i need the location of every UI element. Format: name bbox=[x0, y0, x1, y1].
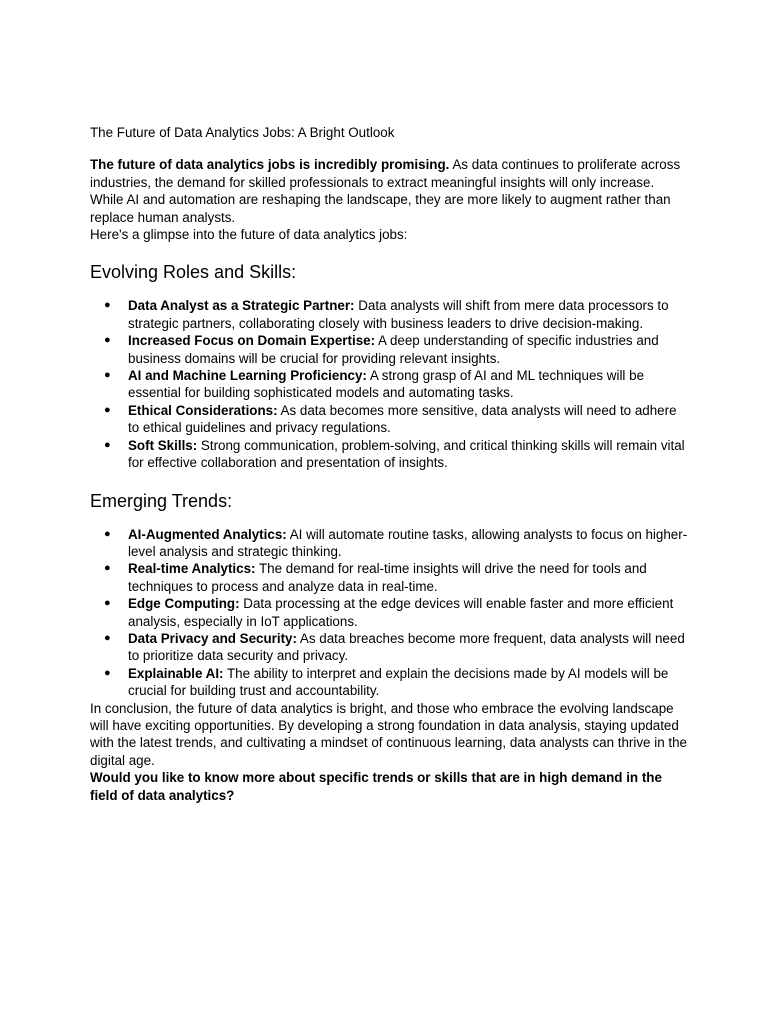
bullet-icon: ● bbox=[104, 597, 111, 610]
list-item bbox=[90, 595, 690, 630]
list-item-text: The demand for real-time insights will drive the need for tools and techniques to process and analyze data in real-time. bbox=[128, 561, 647, 594]
bullet-icon: ● bbox=[104, 438, 111, 451]
bullet-icon: ● bbox=[104, 562, 111, 575]
conclusion-paragraph: In conclusion, the future of data analytics is bright, and those who embrace the evolving landscape will have exciting opportunities. By developing a strong foundation in data analysis, staying updated with the latest trends, and cultivating a mindset of continuous learning, data analysts can thrive in the digital age. bbox=[90, 700, 687, 768]
list-item-text: A deep understanding of specific industries and business domains will be crucial for providing relevant insights. bbox=[128, 333, 659, 366]
list-item bbox=[90, 297, 690, 332]
list-item bbox=[90, 332, 690, 367]
list-item-term: AI-Augmented Analytics: bbox=[128, 526, 287, 542]
list-item-term: Data Analyst as a Strategic Partner: bbox=[128, 298, 355, 314]
list-item-text: AI will automate routine tasks, allowing analysts to focus on higher-level analysis and strategic thinking. bbox=[128, 526, 688, 559]
list-item-text: The ability to interpret and explain the decisions made by AI models will be crucial for building trust and accountability. bbox=[128, 665, 669, 699]
bullet-icon: ● bbox=[104, 403, 111, 416]
list-item-term: Edge Computing: bbox=[128, 596, 240, 612]
glimpse-line: Here's a glimpse into the future of data analytics jobs: bbox=[90, 227, 408, 243]
intro-bold-lead: The future of data analytics jobs is incredibly promising. bbox=[90, 157, 450, 173]
list-item-term: AI and Machine Learning Proficiency: bbox=[128, 368, 367, 384]
list-item bbox=[90, 437, 690, 472]
section-heading-emerging-trends: Emerging Trends: bbox=[90, 490, 233, 511]
intro-paragraph bbox=[90, 156, 690, 226]
list-item bbox=[90, 402, 690, 437]
list-item-term: Real-time Analytics: bbox=[128, 561, 256, 577]
bullet-icon: ● bbox=[104, 369, 111, 382]
list-item-term: Explainable AI: bbox=[128, 665, 224, 681]
document-page bbox=[90, 124, 690, 804]
list-item bbox=[90, 630, 690, 665]
bullet-icon: ● bbox=[104, 631, 111, 644]
bullet-icon: ● bbox=[104, 334, 111, 347]
list-item-term: Soft Skills: bbox=[128, 437, 198, 453]
list-item-text: Data analysts will shift from mere data processors to strategic partners, collaborating closely with business leaders to drive decision-making. bbox=[128, 298, 669, 331]
list-item bbox=[90, 526, 690, 561]
emerging-trends-list bbox=[90, 526, 690, 700]
bullet-icon: ● bbox=[104, 527, 111, 540]
list-item bbox=[90, 560, 690, 595]
list-item-text: As data breaches become more frequent, data analysts will need to prioritize data security and privacy. bbox=[128, 630, 685, 664]
list-item bbox=[90, 665, 690, 700]
list-item-term: Data Privacy and Security: bbox=[128, 630, 297, 646]
evolving-roles-list bbox=[90, 297, 690, 471]
intro-text: As data continues to proliferate across industries, the demand for skilled professionals to extract meaningful insights will only increase. While AI and automation are reshaping the landscape, they are more likely to augment rather than replace human analysts. bbox=[90, 157, 681, 225]
list-item-term: Increased Focus on Domain Expertise: bbox=[128, 333, 376, 349]
closing-question: Would you like to know more about specific trends or skills that are in high demand in the field of data analytics? bbox=[90, 770, 662, 803]
list-item bbox=[90, 367, 690, 402]
list-item-text: Strong communication, problem-solving, and critical thinking skills will remain vital for effective collaboration and presentation of insights. bbox=[128, 437, 685, 471]
list-item-text: As data becomes more sensitive, data analysts will need to adhere to ethical guidelines and privacy regulations. bbox=[128, 402, 677, 436]
section-heading-evolving-roles: Evolving Roles and Skills: bbox=[90, 262, 297, 283]
document-title: The Future of Data Analytics Jobs: A Bright Outlook bbox=[90, 125, 395, 140]
list-item-text: A strong grasp of AI and ML techniques will be essential for building sophisticated models and automating tasks. bbox=[128, 368, 645, 401]
list-item-text: Data processing at the edge devices will enable faster and more efficient analysis, especially in IoT applications. bbox=[128, 596, 674, 629]
bullet-icon: ● bbox=[104, 299, 111, 312]
list-item-term: Ethical Considerations: bbox=[128, 402, 278, 418]
bullet-icon: ● bbox=[104, 666, 111, 679]
